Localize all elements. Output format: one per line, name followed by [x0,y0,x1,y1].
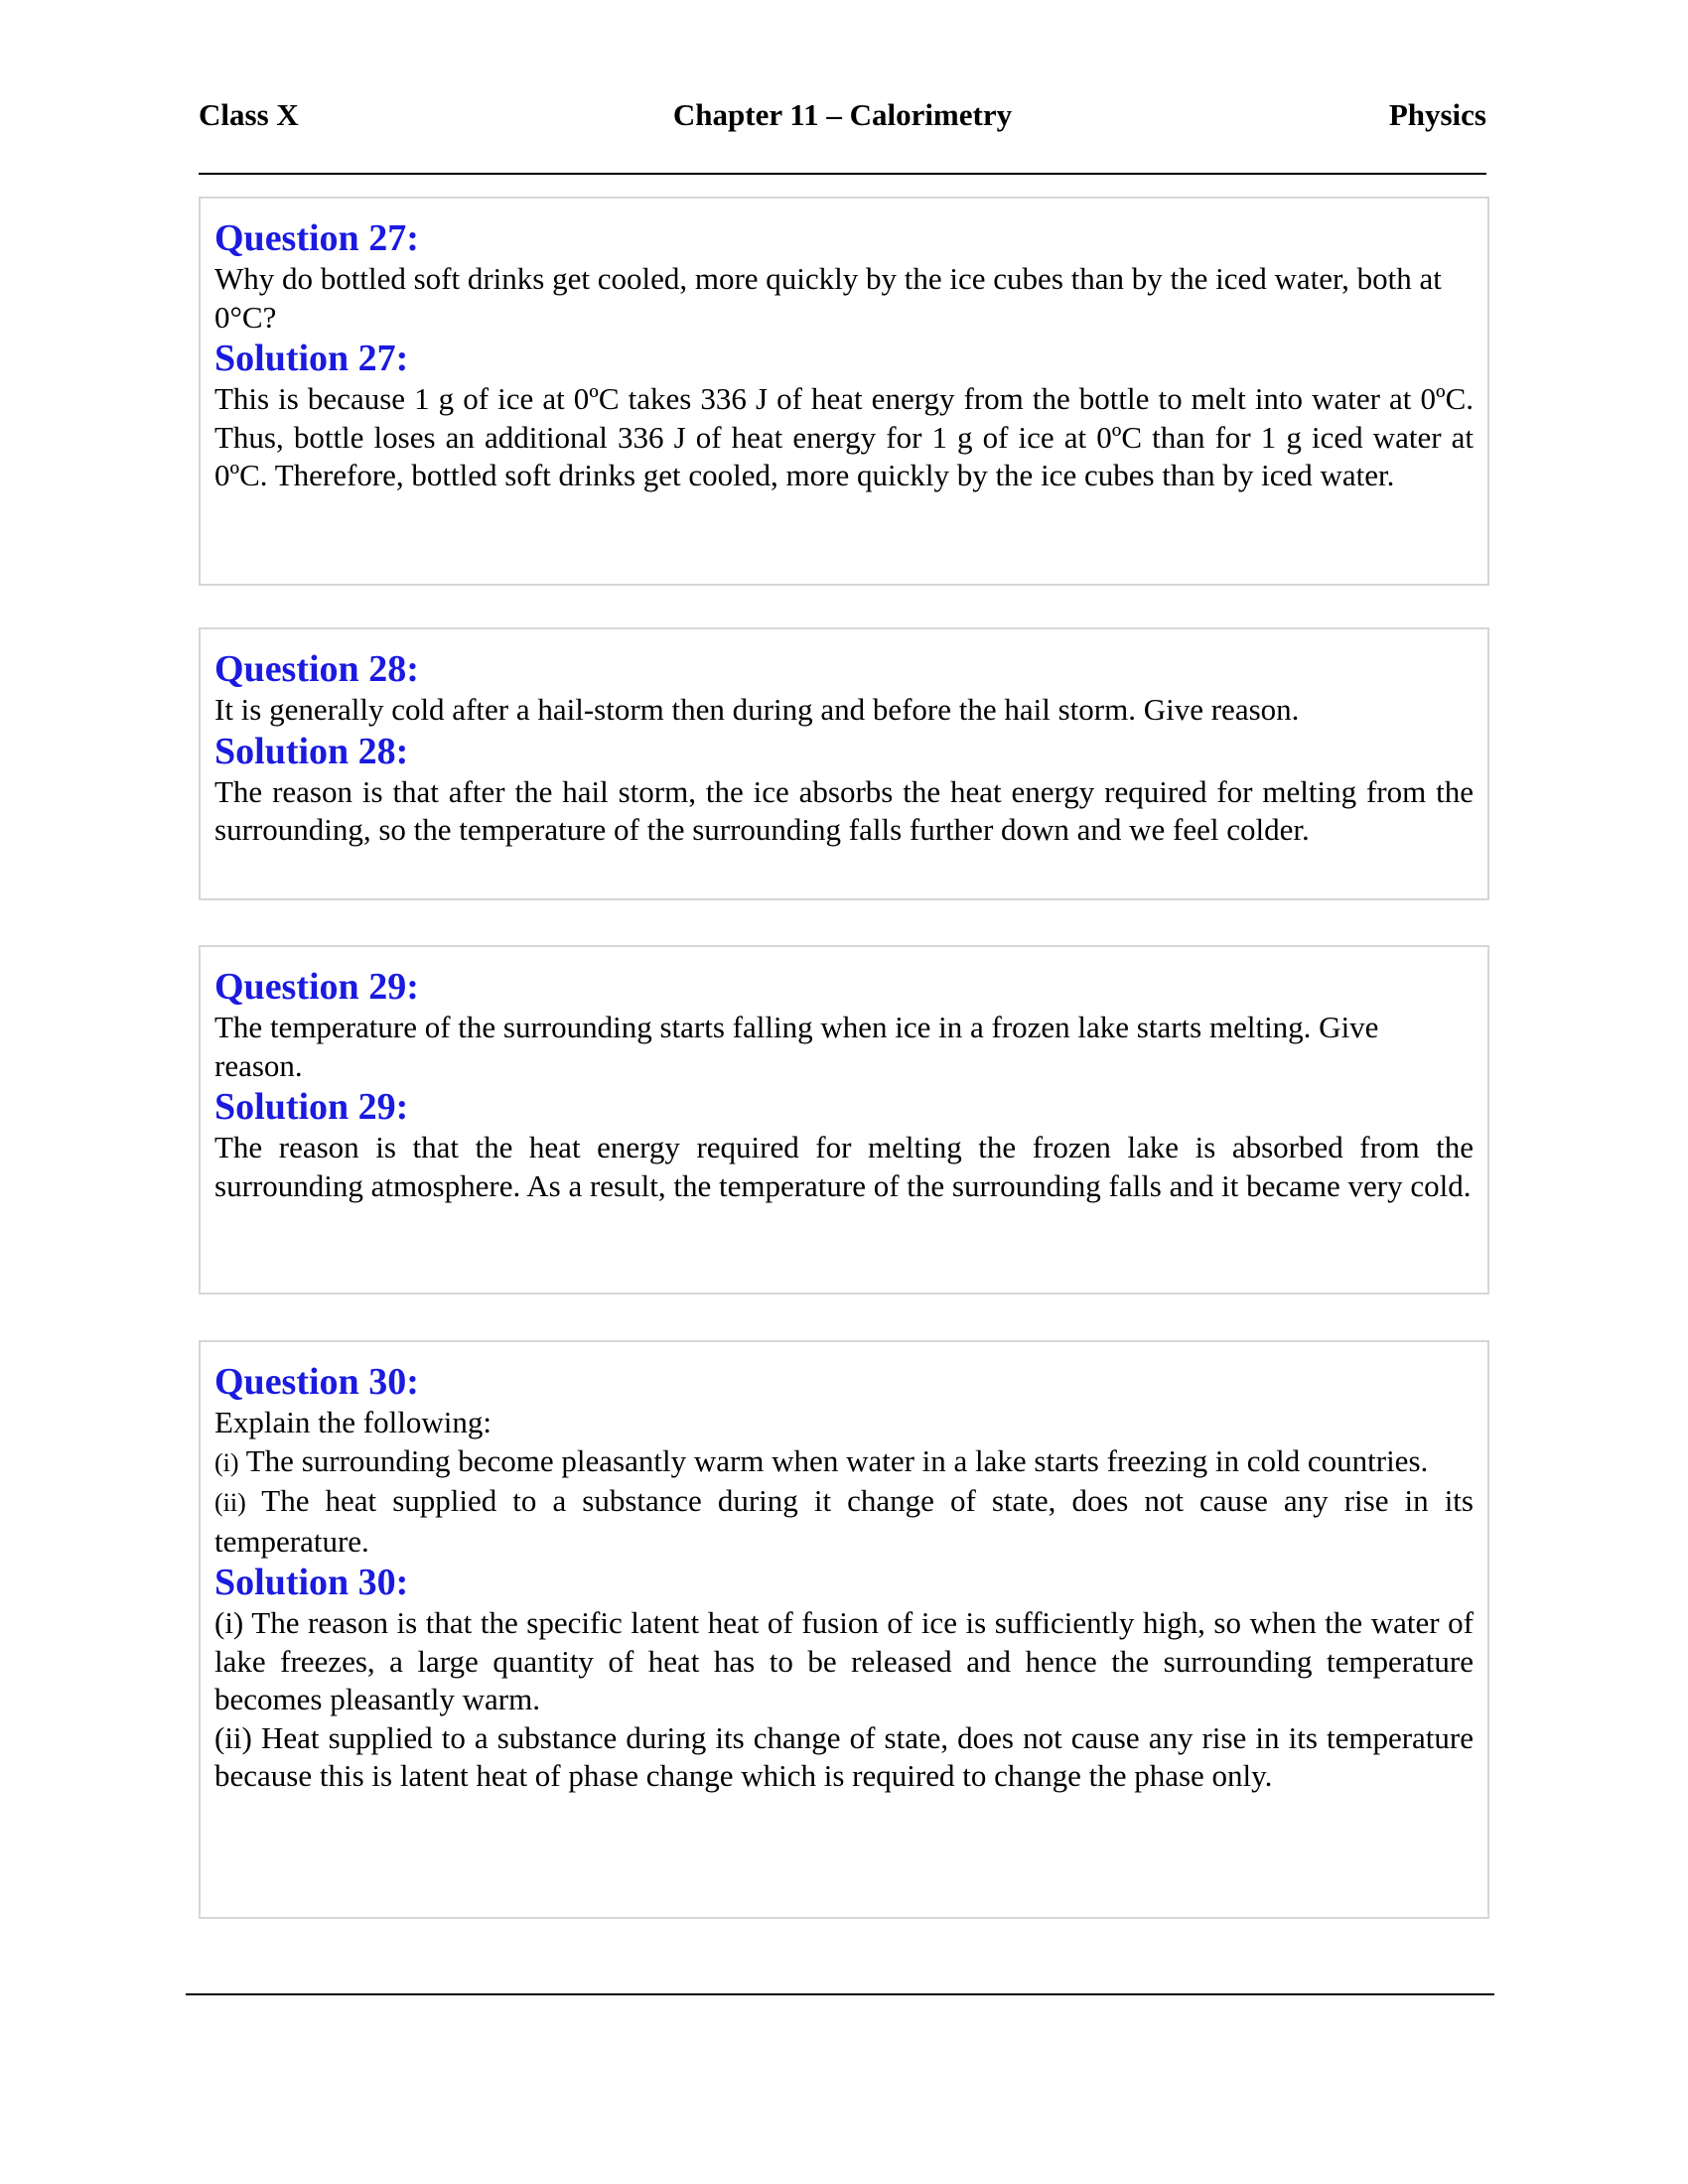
question-title-27: Question 27: [214,217,419,259]
question-title-30: Question 30: [214,1361,419,1403]
question-block-29 [199,945,1489,1295]
question-text-27: Why do bottled soft drinks get cooled, more quickly by the ice cubes than by the iced water, both at 0°C? [214,261,1442,335]
solution-title-27: Solution 27: [214,338,409,379]
header-subject: Physics [1388,97,1486,132]
question-title-28: Question 28: [214,648,419,690]
solution-text-27: This is because 1 g of ice at 0ºC takes 336 J of heat energy from the bottle to melt into water at 0ºC. Thus, bottle loses an additional 336 J of heat energy for 1 g of ice at 0ºC than for 1 g iced water at 0ºC. Therefore, bottled soft drinks get cooled, more quickly by the ice cubes than by iced water. [214,381,1474,492]
page-header [199,97,1486,147]
solution-title-28: Solution 28: [214,730,409,772]
solution-text-29: The reason is that the heat energy required for melting the frozen lake is absorbed from the surrounding atmosphere. As a result, the temperature of the surrounding falls and it became very cold. [214,1130,1474,1203]
solution-text-30-ii: (ii) Heat supplied to a substance during its change of state, does not cause any rise in its temperature because this is latent heat of phase change which is required to change the phase only. [214,1719,1474,1793]
item-number-i: (i) [214,1447,239,1477]
item-text-ii: The heat supplied to a substance during it change of state, does not cause any rise in its temperature. [214,1483,1474,1559]
item-number-ii: (ii) [214,1488,246,1517]
question-text-28: It is generally cold after a hail-storm then during and before the hail storm. Give reason. [214,692,1300,727]
item-text-i: The surrounding become pleasantly warm when water in a lake starts freezing in cold countries. [245,1442,1429,1478]
solution-text-30-i: (i) The reason is that the specific latent heat of fusion of ice is sufficiently high, so when the water of lake freezes, a large quantity of heat has to be released and hence the surrounding temperature becomes pleasantly warm. [214,1605,1474,1716]
solution-title-30: Solution 30: [214,1562,409,1603]
footer-divider [186,1993,1494,1995]
question-title-29: Question 29: [214,966,419,1008]
question-text-29: The temperature of the surrounding starts falling when ice in a frozen lake starts melting. Give reason. [214,1010,1379,1083]
question-intro-30: Explain the following: [214,1405,492,1439]
solution-title-29: Solution 29: [214,1086,409,1128]
question-block-30 [199,1340,1489,1919]
header-chapter: Chapter 11 – Calorimetry [672,97,1013,132]
solution-text-28: The reason is that after the hail storm, the ice absorbs the heat energy required for melting from the surrounding, so the temperature of the surrounding falls further down and we feel colder. [214,773,1474,847]
header-divider [199,173,1486,175]
question-item-30-i [214,1442,1474,1483]
question-item-30-ii [214,1482,1474,1561]
question-block-28 [199,627,1489,900]
header-class: Class X [199,97,299,132]
question-block-27 [199,197,1489,586]
